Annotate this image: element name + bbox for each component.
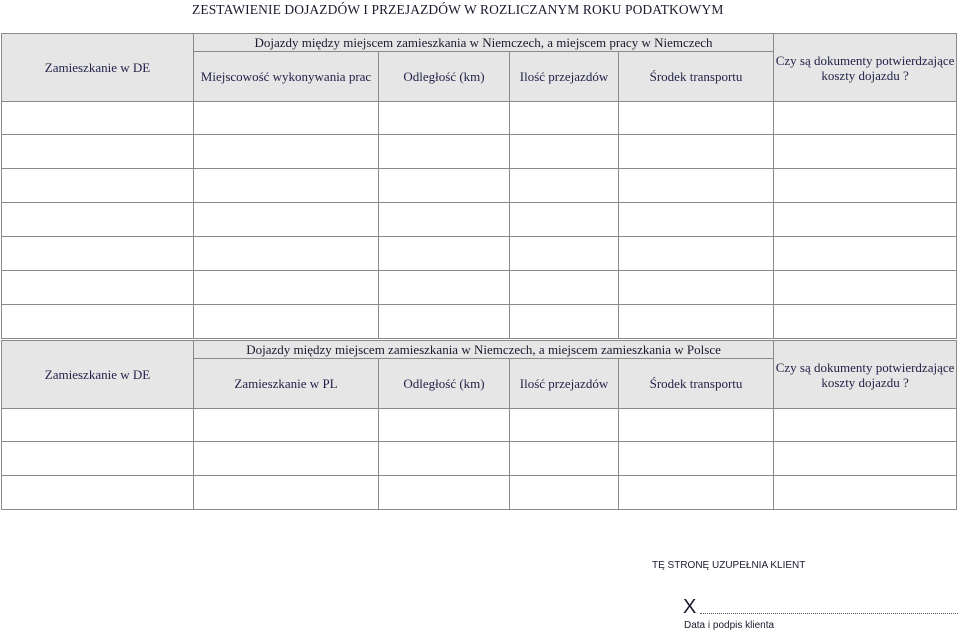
input-cell[interactable] bbox=[2, 476, 194, 510]
input-cell[interactable] bbox=[510, 102, 619, 135]
input-cell[interactable] bbox=[194, 135, 379, 169]
input-cell[interactable] bbox=[379, 203, 510, 237]
input-cell[interactable] bbox=[2, 102, 194, 135]
input-cell[interactable] bbox=[194, 476, 379, 510]
input-cell[interactable] bbox=[194, 305, 379, 339]
client-fill-note: TĘ STRONĘ UZUPEŁNIA KLIENT bbox=[652, 560, 806, 571]
input-cell[interactable] bbox=[774, 102, 957, 135]
commute-work-table bbox=[1, 33, 957, 339]
input-cell[interactable] bbox=[2, 271, 194, 305]
input-cell[interactable] bbox=[2, 305, 194, 339]
input-cell[interactable] bbox=[379, 102, 510, 135]
input-cell[interactable] bbox=[619, 476, 774, 510]
commute-home-table bbox=[1, 340, 957, 510]
input-cell[interactable] bbox=[619, 305, 774, 339]
input-cell[interactable] bbox=[774, 476, 957, 510]
input-cell[interactable] bbox=[774, 135, 957, 169]
table-row bbox=[2, 237, 957, 271]
table-row bbox=[2, 442, 957, 476]
signature-label: Data i podpis klienta bbox=[684, 620, 775, 631]
input-cell[interactable] bbox=[510, 203, 619, 237]
input-cell[interactable] bbox=[379, 135, 510, 169]
input-cell[interactable] bbox=[619, 102, 774, 135]
input-cell[interactable] bbox=[619, 271, 774, 305]
table-row bbox=[2, 271, 957, 305]
input-cell[interactable] bbox=[379, 237, 510, 271]
table-row bbox=[2, 102, 957, 135]
input-cell[interactable] bbox=[379, 476, 510, 510]
col-header-transport: Środek transportu bbox=[619, 359, 774, 409]
signature-line[interactable] bbox=[700, 613, 958, 614]
input-cell[interactable] bbox=[194, 203, 379, 237]
input-cell[interactable] bbox=[510, 409, 619, 442]
input-cell[interactable] bbox=[194, 271, 379, 305]
input-cell[interactable] bbox=[774, 237, 957, 271]
page-title: ZESTAWIENIE DOJAZDÓW I PRZEJAZDÓW W ROZLICZANYM ROKU PODATKOWYM bbox=[192, 2, 724, 17]
input-cell[interactable] bbox=[194, 409, 379, 442]
input-cell[interactable] bbox=[510, 135, 619, 169]
input-cell[interactable] bbox=[510, 169, 619, 203]
input-cell[interactable] bbox=[619, 237, 774, 271]
table-row bbox=[2, 135, 957, 169]
input-cell[interactable] bbox=[2, 203, 194, 237]
col-header-residence-de: Zamieszkanie w DE bbox=[2, 341, 194, 409]
input-cell[interactable] bbox=[194, 102, 379, 135]
input-cell[interactable] bbox=[2, 409, 194, 442]
input-cell[interactable] bbox=[510, 442, 619, 476]
input-cell[interactable] bbox=[774, 305, 957, 339]
input-cell[interactable] bbox=[2, 135, 194, 169]
input-cell[interactable] bbox=[2, 442, 194, 476]
col-header-transport: Środek transportu bbox=[619, 52, 774, 102]
input-cell[interactable] bbox=[510, 237, 619, 271]
col-header-trip-count: Ilość przejazdów bbox=[510, 359, 619, 409]
input-cell[interactable] bbox=[774, 442, 957, 476]
col-header-residence-de: Zamieszkanie w DE bbox=[2, 34, 194, 102]
table-row bbox=[2, 476, 957, 510]
input-cell[interactable] bbox=[379, 271, 510, 305]
input-cell[interactable] bbox=[194, 169, 379, 203]
input-cell[interactable] bbox=[774, 409, 957, 442]
input-cell[interactable] bbox=[619, 203, 774, 237]
table-row bbox=[2, 305, 957, 339]
input-cell[interactable] bbox=[510, 305, 619, 339]
input-cell[interactable] bbox=[379, 169, 510, 203]
col-header-distance: Odległość (km) bbox=[379, 52, 510, 102]
col-header-distance: Odległość (km) bbox=[379, 359, 510, 409]
input-cell[interactable] bbox=[2, 169, 194, 203]
col-header-work-location: Miejscowość wykonywania prac bbox=[194, 52, 379, 102]
input-cell[interactable] bbox=[2, 237, 194, 271]
section-title-home: Dojazdy między miejscem zamieszkania w Niemczech, a miejscem zamieszkania w Polsce bbox=[194, 341, 774, 359]
input-cell[interactable] bbox=[619, 442, 774, 476]
input-cell[interactable] bbox=[774, 271, 957, 305]
table-row bbox=[2, 169, 957, 203]
input-cell[interactable] bbox=[510, 271, 619, 305]
table-row bbox=[2, 409, 957, 442]
col-header-documents: Czy są dokumenty potwierdzające koszty dojazdu ? bbox=[774, 34, 957, 102]
section-title-work: Dojazdy między miejscem zamieszkania w Niemczech, a miejscem pracy w Niemczech bbox=[194, 34, 774, 52]
table-row bbox=[2, 203, 957, 237]
col-header-residence-pl: Zamieszkanie w PL bbox=[194, 359, 379, 409]
input-cell[interactable] bbox=[194, 237, 379, 271]
input-cell[interactable] bbox=[379, 409, 510, 442]
input-cell[interactable] bbox=[379, 305, 510, 339]
signature-mark: X bbox=[683, 596, 697, 618]
col-header-documents: Czy są dokumenty potwierdzające koszty dojazdu ? bbox=[774, 341, 957, 409]
input-cell[interactable] bbox=[510, 476, 619, 510]
input-cell[interactable] bbox=[194, 442, 379, 476]
col-header-trip-count: Ilość przejazdów bbox=[510, 52, 619, 102]
input-cell[interactable] bbox=[379, 442, 510, 476]
input-cell[interactable] bbox=[619, 409, 774, 442]
input-cell[interactable] bbox=[619, 169, 774, 203]
input-cell[interactable] bbox=[619, 135, 774, 169]
input-cell[interactable] bbox=[774, 169, 957, 203]
input-cell[interactable] bbox=[774, 203, 957, 237]
